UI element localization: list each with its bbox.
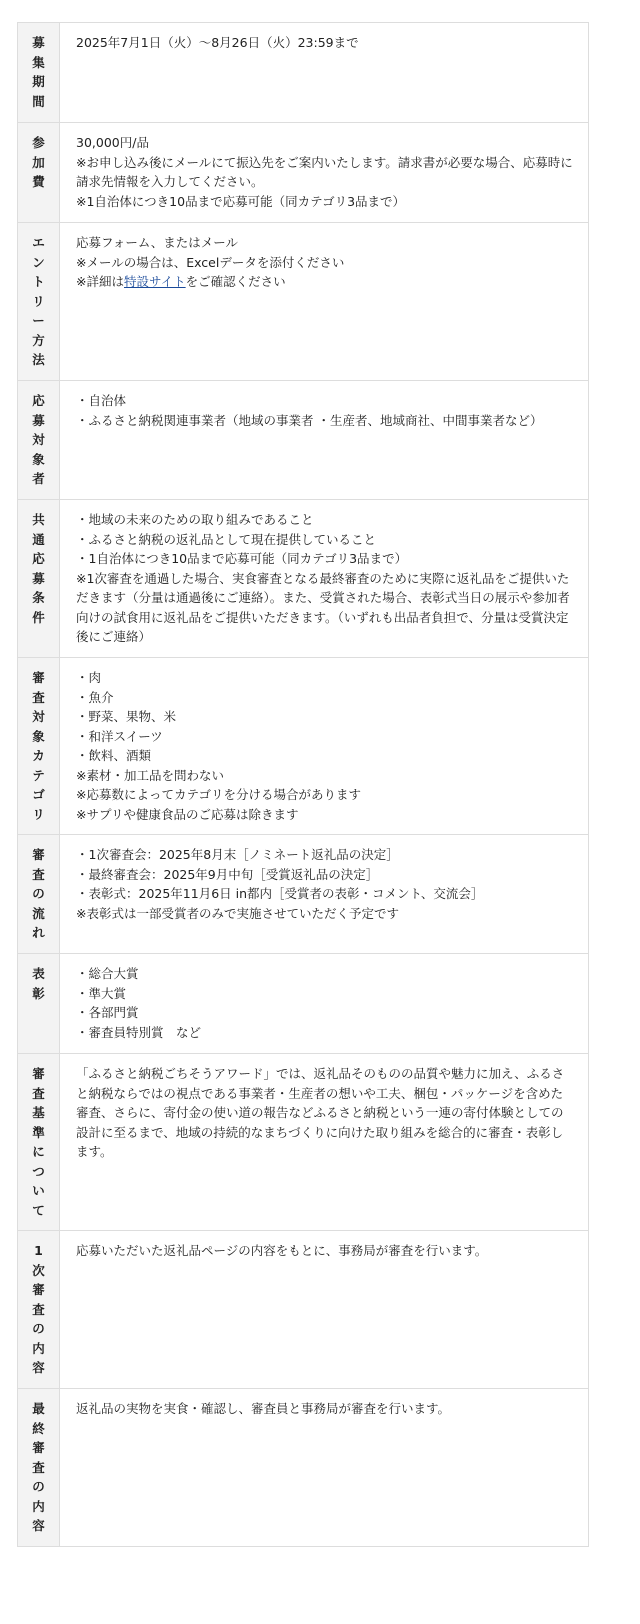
- content-line-with-link: [76, 272, 574, 292]
- content-line: ・表彰式：2025年11月6日 in都内［受賞者の表彰・コメント、交流会］: [76, 886, 484, 901]
- link-prefix-text: ※詳細は: [76, 274, 124, 289]
- content-line: ・審査員特別賞 など: [76, 1024, 202, 1040]
- content-line: ※素材・加工品を問わない: [76, 767, 224, 783]
- row-heading-text: 審 査 の 流 れ: [32, 847, 45, 940]
- row-heading: [18, 1054, 60, 1231]
- row-heading-text: 参 加 費: [32, 135, 45, 189]
- content-line: 返礼品の実物を実食・確認し、審査員と事務局が審査を行います。: [76, 1401, 451, 1416]
- content-line: 応募いただいた返礼品ページの内容をもとに、事務局が審査を行います。: [76, 1243, 488, 1258]
- row-content: [60, 223, 589, 381]
- content-line: ・各部門賞: [76, 1005, 139, 1020]
- content-line: ※1自治体につき10品まで応募可能（同カテゴリ3品まで）: [76, 193, 406, 209]
- content-line: ・飲料、酒類: [76, 748, 152, 763]
- info-table-body: [18, 23, 589, 1547]
- row-heading-text: 応 募 対 象 者: [32, 393, 45, 486]
- table-row-hyosho: [18, 954, 589, 1054]
- row-heading-text: 審 査 基 準 に つ い て: [32, 1066, 45, 1218]
- row-content: [60, 123, 589, 223]
- link-suffix-text: をご確認ください: [185, 274, 286, 289]
- content-line: ・和洋スイーツ: [76, 728, 163, 744]
- row-heading: [18, 954, 60, 1054]
- content-line: ※メールの場合は、Excelデータを添付ください: [76, 254, 345, 270]
- row-heading: [18, 223, 60, 381]
- row-heading: [18, 658, 60, 835]
- content-line: ・準大賞: [76, 985, 127, 1001]
- table-row-shinsa-category: [18, 658, 589, 835]
- row-content: [60, 954, 589, 1054]
- row-heading: [18, 123, 60, 223]
- table-row-saishu-shinsa: [18, 1389, 589, 1547]
- row-content: [60, 1389, 589, 1547]
- row-content: [60, 381, 589, 500]
- table-row-kyotsu-joken: [18, 500, 589, 658]
- content-line: ・野菜、果物、米: [76, 709, 177, 724]
- row-heading: [18, 500, 60, 658]
- content-line: ・1次審査会：2025年8月末［ノミネート返礼品の決定］: [76, 847, 399, 862]
- table-row-shinsa-nagare: [18, 835, 589, 954]
- row-heading-text: 募 集 期 間: [32, 35, 45, 109]
- content-line: ・1自治体につき10品まで応募可能（同カテゴリ3品まで）: [76, 551, 408, 566]
- content-line: ・最終審査会：2025年9月中旬［受賞返礼品の決定］: [76, 866, 379, 882]
- content-line: ・自治体: [76, 393, 127, 408]
- table-row-ichiji-shinsa: [18, 1231, 589, 1389]
- content-line: ・肉: [76, 670, 102, 685]
- content-line: ・魚介: [76, 689, 114, 705]
- row-heading-text: エ ン ト リ ー 方 法: [32, 235, 45, 367]
- content-line: 2025年7月1日（火）〜8月26日（火）23:59まで: [76, 35, 359, 50]
- table-row-oubo-taisho: [18, 381, 589, 500]
- content-line: 応募フォーム、またはメール: [76, 235, 239, 250]
- row-content: [60, 23, 589, 123]
- content-line: 30,000円/品: [76, 135, 149, 150]
- row-content: [60, 1231, 589, 1389]
- row-content: [60, 1054, 589, 1231]
- table-row-shinsa-kijun: [18, 1054, 589, 1231]
- row-content: [60, 835, 589, 954]
- table-row-boshu-kikan: [18, 23, 589, 123]
- row-heading: [18, 835, 60, 954]
- content-line: ※表彰式は一部受賞者のみで実施させていただく予定です: [76, 905, 399, 921]
- row-heading: [18, 1389, 60, 1547]
- row-heading-text: 最 終 審 査 の 内 容: [32, 1401, 45, 1533]
- content-line: ・ふるさと納税関連事業者（地域の事業者 ・生産者、地域商社、中間事業者など）: [76, 412, 543, 428]
- content-line: ※1次審査を通過した場合、実食審査となる最終審査のために実際に返礼品をご提供いただきます（分量は通過後にご連絡）。また、受賞された場合、表彰式当日の展示や参加者向けの試食用に返礼品をご提供いただきます。（いずれも出品者負担で、分量は受賞決定後にご連絡）: [76, 570, 570, 644]
- row-heading: [18, 23, 60, 123]
- special-site-link[interactable]: 特設サイト: [123, 274, 186, 289]
- content-line: ※応募数によってカテゴリを分ける場合があります: [76, 787, 361, 802]
- row-heading-text: 表 彰: [32, 966, 45, 1001]
- row-heading-text: 審 査 対 象 カ テ ゴ リ: [32, 670, 45, 822]
- content-line: 「ふるさと納税ごちそうアワード」では、返礼品そのものの品質や魅力に加え、ふるさと納税ならではの視点である事業者・生産者の想いや工夫、梱包・パッケージを含めた審査、さらに、寄付金の使い道の報告などふるさと納税という一連の寄付体験としての設計に至るまで、地域の持続的なまちづくりに向けた取り組みを総合的に審査・表彰します。: [76, 1066, 565, 1159]
- content-line: ・ふるさと納税の返礼品として現在提供していること: [76, 531, 377, 547]
- content-line: ・総合大賞: [76, 966, 139, 981]
- table-row-entry-hoho: [18, 223, 589, 381]
- row-heading-text: 1 次 審 査 の 内 容: [32, 1243, 45, 1375]
- row-content: [60, 658, 589, 835]
- row-content: [60, 500, 589, 658]
- info-table: [17, 22, 589, 1547]
- row-heading-text: 共 通 応 募 条 件: [32, 512, 45, 625]
- row-heading: [18, 381, 60, 500]
- row-heading: [18, 1231, 60, 1389]
- table-row-sanka-hi: [18, 123, 589, 223]
- content-line: ・地域の未来のための取り組みであること: [76, 512, 314, 527]
- content-line: ※お申し込み後にメールにて振込先をご案内いたします。請求書が必要な場合、応募時に請求先情報を入力してください。: [76, 154, 573, 189]
- content-line: ※サプリや健康食品のご応募は除きます: [76, 806, 299, 822]
